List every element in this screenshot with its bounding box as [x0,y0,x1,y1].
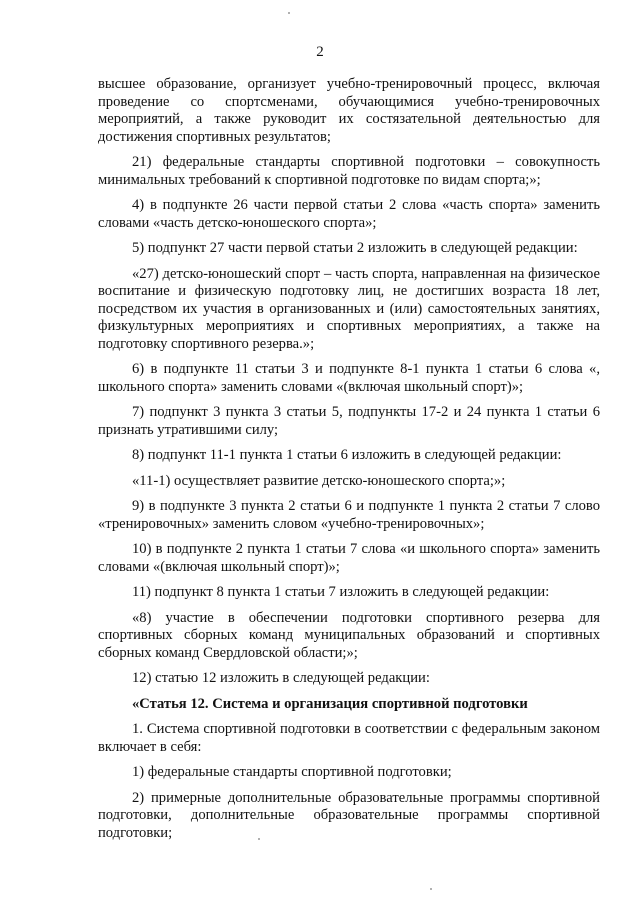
paragraph: 4) в подпункте 26 части первой статьи 2 слова «часть спорта» заменить словами «часть детско-юношеского спорта»; [98,197,600,231]
paragraph: «11-1) осуществляет развитие детско-юношеского спорта;»; [132,472,506,489]
paragraph: 8) подпункт 11-1 пункта 1 статьи 6 изложить в следующей редакции: [132,447,562,463]
paragraph: 12) статью 12 изложить в следующей редакции: [132,670,430,686]
paragraph: 10) в подпункте 2 пункта 1 статьи 7 слова «и школьного спорта» заменить словами «(включая школьный спорт)»; [98,541,600,575]
paragraph: 5) подпункт 27 части первой статьи 2 изложить в следующей редакции: [132,240,578,256]
paragraph: 21) федеральные стандарты спортивной подготовки – совокупность минимальных требований к спортивной подготовке по видам спорта;»; [98,154,600,188]
paragraph: 9) в подпункте 3 пункта 2 статьи 6 и подпункте 1 пункта 2 статьи 7 слово «тренировочных» заменить словом «учебно-тренировочных»; [98,498,600,532]
document-body [98,76,600,850]
paragraph: 7) подпункт 3 пункта 3 статьи 5, подпункты 17-2 и 24 пункта 1 статьи 6 признать утратившими силу; [98,404,600,438]
scan-speck [288,12,290,14]
paragraph: 1. Система спортивной подготовки в соответствии с федеральным законом включает в себя: [98,721,600,755]
page-number: 2 [316,44,324,60]
paragraph: 1) федеральные стандарты спортивной подготовки; [132,764,452,780]
paragraph: 11) подпункт 8 пункта 1 статьи 7 изложить в следующей редакции: [132,584,550,600]
paragraph: «8) участие в обеспечении подготовки спортивного резерва для спортивных сборных команд муниципальных образований и спортивных сборных команд Свердловской области;»; [98,609,600,661]
paragraph: 6) в подпункте 11 статьи 3 и подпункте 8-1 пункта 1 статьи 6 слова «, школьного спорта» заменить словами «(включая школьный спорт)»; [98,361,600,395]
article-heading: «Статья 12. Система и организация спортивной подготовки [132,695,528,712]
paragraph: высшее образование, организует учебно-тренировочный процесс, включая проведение со спортсменами, обучающимися учебно-тренировочных мероприятий, а также руководит их состязательной деятельностью для достижения спортивных результатов; [98,76,600,145]
paragraph: 2) примерные дополнительные образовательные программы спортивной подготовки, дополнительные образовательные программы спортивной подготовки; [98,789,600,841]
paragraph: «27) детско-юношеский спорт – часть спорта, направленная на физическое воспитание и физическую подготовку лиц, не достигших возраста 18 лет, посредством их участия в организованных и (или) самостоятельных занятиях, физкультурных мероприятиях и спортивных мероприятиях, а также на подготовку спортивного резерва.»; [98,265,600,352]
scan-speck [258,838,260,840]
scan-speck [430,888,432,890]
